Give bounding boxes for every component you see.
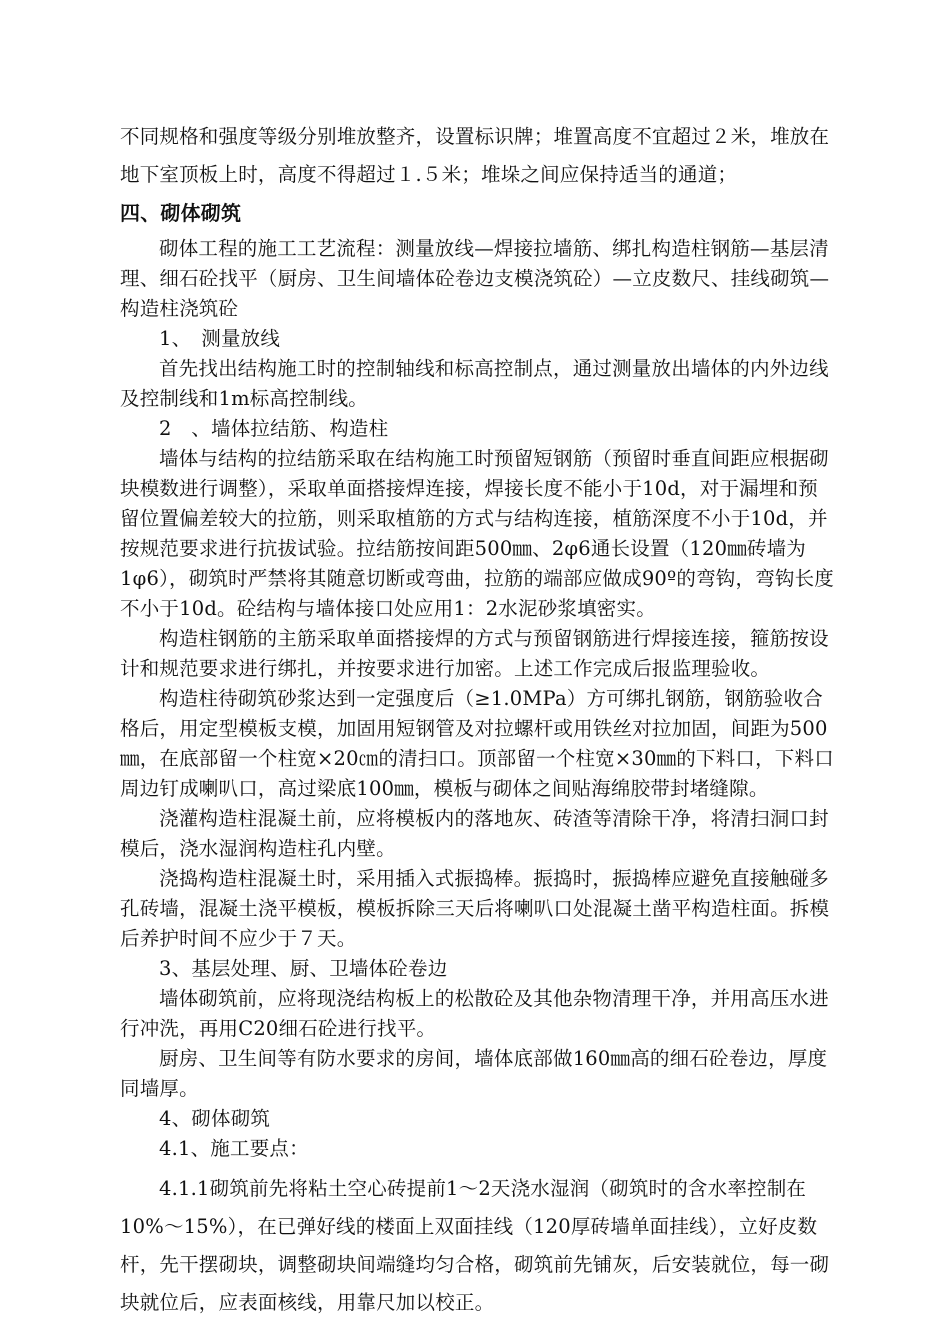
- paragraph-survey: 首先找出结构施工时的控制轴线和标高控制点，通过测量放出墙体的内外边线及控制线和1m标高控制线。: [120, 357, 829, 410]
- subheading-key-points: 4.1、施工要点：: [159, 1137, 309, 1160]
- paragraph-tie-bars: 墙体与结构的拉结筋采取在结构施工时预留短钢筋（预留时垂直间距应根据砌块模数进行调整），采取单面搭接焊连接，焊接长度不能小于10d，对于漏埋和预留位置偏差较大的拉筋，则采取植筋的方式与结构连接，植筋深度不小于10d，并按规范要求进行抗拔试验。拉结筋按间距500㎜、2φ6通长设置（120㎜砖墙为1φ6），砌筑时严禁将其随意切断或弯曲，拉筋的端部应做成90º的弯钩，弯钩长度不小于10d。砼结构与墙体接口处应用1：2水泥砂浆填密实。: [120, 447, 834, 620]
- top-paragraph: 不同规格和强度等级分别堆放整齐，设置标识牌；堆置高度不宜超过２米，堆放在地下室顶板上时，高度不得超过１.５米；堆垛之间应保持适当的通道；: [120, 125, 830, 186]
- paragraph-process-flow: 砌体工程的施工工艺流程：测量放线—焊接拉墙筋、绑扎构造柱钢筋—基层清理、细石砼找平（厨房、卫生间墙体砼卷边支模浇筑砼）—立皮数尺、挂线砌筑—构造柱浇筑砼: [120, 237, 830, 320]
- last-paragraph: 4.1.1砌筑前先将粘土空心砖提前1～2天浇水湿润（砌筑时的含水率控制在10%～15%），在已弹好线的楼面上双面挂线（120厚砖墙单面挂线），立好皮数杆，先干摆砌块，调整砌块间端缝均匀合格，砌筑前先铺灰，后安装就位，每一砌块就位后，应表面核线，用靠尺加以校正。: [120, 1177, 830, 1314]
- section-heading: 四、砌体砌筑: [120, 201, 242, 225]
- paragraph-base-cleaning: 墙体砌筑前，应将现浇结构板上的松散砼及其他杂物清理干净，并用高压水进行冲洗，再用C20细石砼进行找平。: [120, 987, 829, 1040]
- paragraph-pour-prep: 浇灌构造柱混凝土前，应将模板内的落地灰、砖渣等清除干净，将清扫洞口封模后，浇水湿润构造柱孔内壁。: [120, 807, 829, 860]
- subheading-tie-bars: 2 、墙体拉结筋、构造柱: [159, 417, 389, 440]
- subheading-masonry: 4、砌体砌筑: [159, 1107, 271, 1130]
- paragraph-kitchen-curb: 厨房、卫生间等有防水要求的房间，墙体底部做160㎜高的细石砼卷边，厚度同墙厚。: [120, 1047, 828, 1100]
- document-page: [120, 118, 835, 1322]
- paragraph-vibration: 浇捣构造柱混凝土时，采用插入式振捣棒。振捣时，振捣棒应避免直接触碰多孔砖墙，混凝土浇平模板，模板拆除三天后将喇叭口处混凝土凿平构造柱面。拆模后养护时间不应少于７天。: [120, 867, 830, 950]
- paragraph-formwork: 构造柱待砌筑砂浆达到一定强度后（≥1.0MPa）方可绑扎钢筋，钢筋验收合格后，用定型模板支模，加固用短钢管及对拉螺杆或用铁丝对拉加固，间距为500㎜，在底部留一个柱宽×20㎝的清扫口。顶部留一个柱宽×30㎜的下料口，下料口周边钉成喇叭口，高过梁底100㎜，模板与砌体之间贴海绵胶带封堵缝隙。: [120, 687, 834, 800]
- subheading-survey: 1、 测量放线: [159, 327, 281, 350]
- subheading-base-treatment: 3、基层处理、厨、卫墙体砼卷边: [159, 957, 448, 980]
- paragraph-column-rebar: 构造柱钢筋的主筋采取单面搭接焊的方式与预留钢筋进行焊接连接，箍筋按设计和规范要求进行绑扎，并按要求进行加密。上述工作完成后报监理验收。: [120, 627, 829, 680]
